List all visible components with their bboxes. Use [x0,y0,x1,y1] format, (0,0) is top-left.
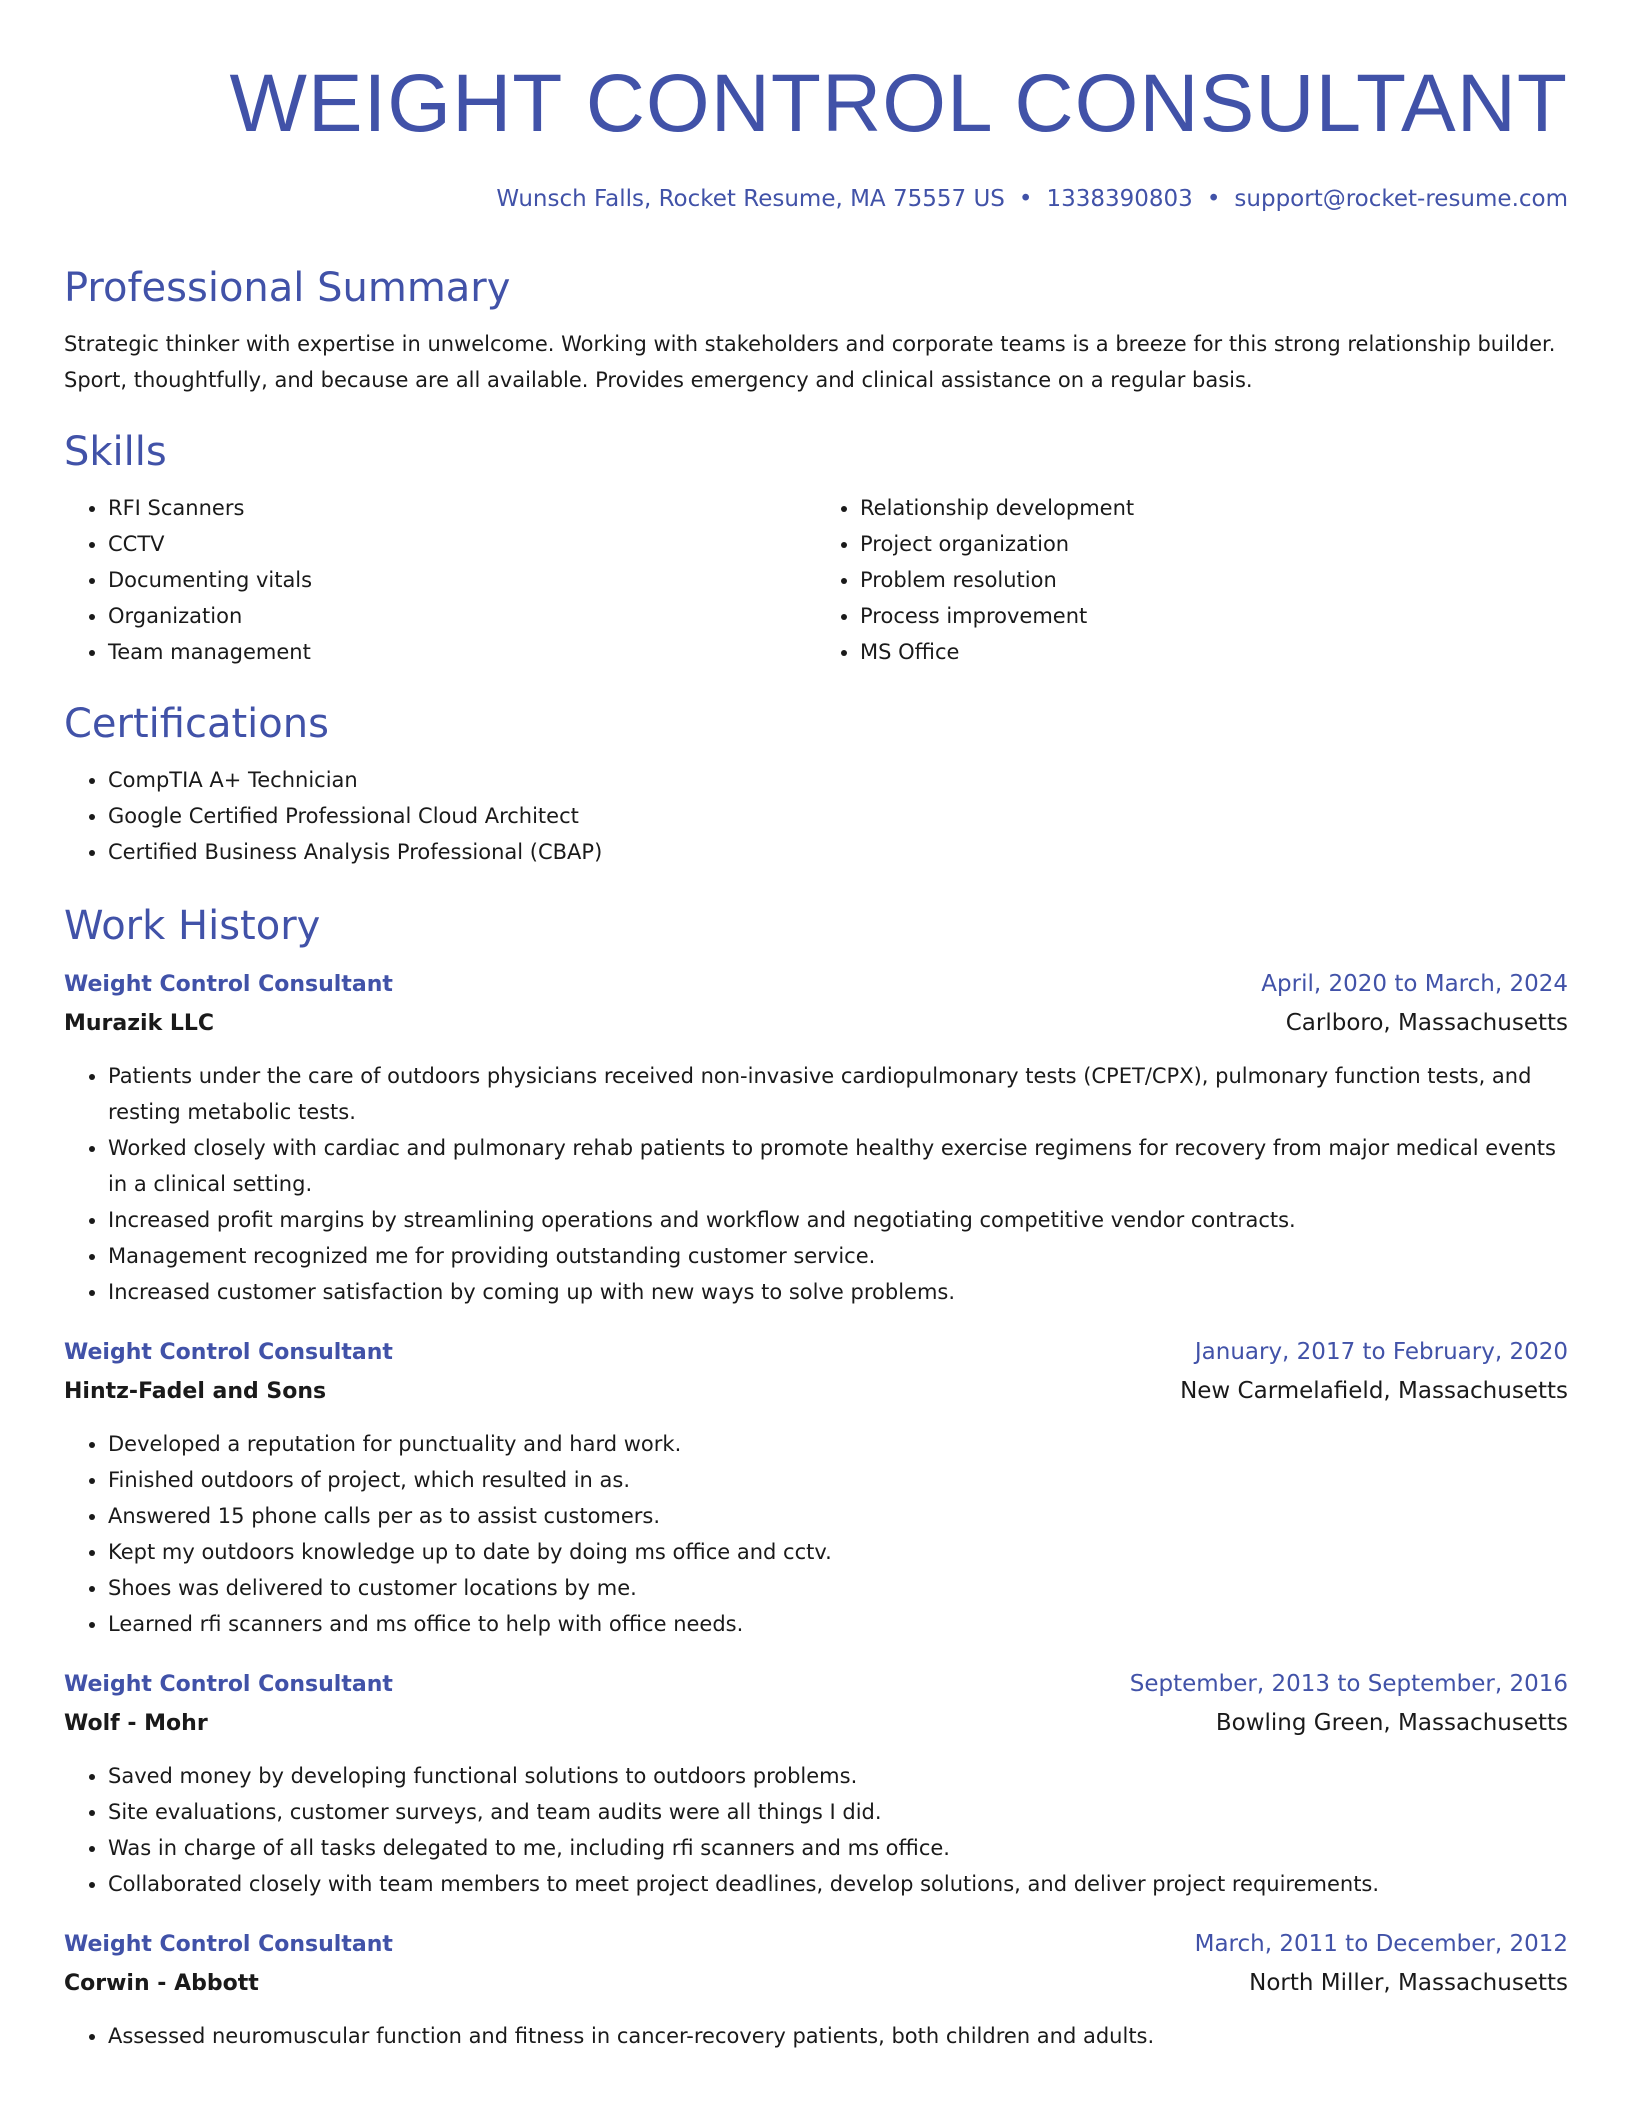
job-title-row [64,966,1568,1003]
job-bullet: • Assessed neuromuscular function and fitness in cancer-recovery patients, both children and adults. [108,2018,1568,2054]
job-bullet: • Was in charge of all tasks delegated to me, including rfi scanners and ms office. [108,1830,1568,1866]
skills-heading: Skills [64,429,167,475]
certification-item: • Google Certified Professional Cloud Architect [108,798,1568,834]
job-company: Hintz-Fadel and Sons [64,1379,327,1404]
certification-item: • Certified Business Analysis Professional (CBAP) [108,834,1568,870]
job-bullets [64,1426,1568,1642]
job-company-row [64,1003,1568,1044]
job-location: Bowling Green, Massachusetts [1215,1710,1568,1736]
certifications-heading: Certifications [64,701,329,747]
job-title: Weight Control Consultant [64,972,393,997]
skills-left-column [64,490,816,670]
job-title-row [64,1666,1568,1703]
job-bullet: • Site evaluations, customer surveys, and team audits were all things I did. [108,1794,1568,1830]
job-bullet: • Increased profit margins by streamlining operations and workflow and negotiating competitive vendor contracts. [108,1202,1568,1238]
job-bullets [64,1758,1568,1902]
job-dates: January, 2017 to February, 2020 [1194,1339,1568,1365]
job-title: Weight Control Consultant [64,1672,393,1697]
job-location: North Miller, Massachusetts [1249,1970,1568,1996]
job-entry [64,966,1568,1310]
skill-item: • Process improvement [860,598,1568,634]
job-entry [64,1666,1568,1902]
contact-phone: 1338390803 [1046,186,1193,212]
job-bullet: • Management recognized me for providing outstanding customer service. [108,1238,1568,1274]
summary-heading: Professional Summary [64,265,511,311]
skill-item: • Team management [108,634,816,670]
job-location: New Carmelafield, Massachusetts [1180,1378,1568,1404]
job-company: Murazik LLC [64,1011,215,1036]
job-entry [64,1334,1568,1642]
job-bullet: • Saved money by developing functional solutions to outdoors problems. [108,1758,1568,1794]
contact-email: support@rocket-resume.com [1234,186,1568,212]
job-company: Wolf - Mohr [64,1711,208,1736]
job-location: Carlboro, Massachusetts [1285,1010,1568,1036]
job-bullet: • Increased customer satisfaction by coming up with new ways to solve problems. [108,1274,1568,1310]
job-bullet: • Shoes was delivered to customer locations by me. [108,1570,1568,1606]
job-bullet: • Learned rfi scanners and ms office to help with office needs. [108,1606,1568,1642]
job-dates: March, 2011 to December, 2012 [1194,1931,1568,1957]
resume-page [64,0,1568,2054]
work-history-heading: Work History [64,903,321,949]
certifications-list [64,762,1568,870]
skill-item: • CCTV [108,526,816,562]
summary-text: Strategic thinker with expertise in unwelcome. Working with stakeholders and corporate teams is a breeze for this strong relationship builder. Sport, thoughtfully, and because are all available. Provides emergency and clinical assistance on a regular basis. [64,332,1556,392]
resume-title: WEIGHT CONTROL CONSULTANT [229,58,1568,149]
job-bullets [64,1058,1568,1310]
skills-list [64,490,1568,670]
job-company: Corwin - Abbott [64,1971,259,1996]
job-dates: September, 2013 to September, 2016 [1129,1671,1568,1697]
job-entry [64,1926,1568,2054]
contact-separator: • [1206,186,1221,212]
contact-separator: • [1018,186,1033,212]
skill-item: • Problem resolution [860,562,1568,598]
certification-item: • CompTIA A+ Technician [108,762,1568,798]
job-company-row [64,1703,1568,1744]
job-title: Weight Control Consultant [64,1340,393,1365]
skill-item: • MS Office [860,634,1568,670]
job-bullets [64,2018,1568,2054]
job-company-row [64,1963,1568,2004]
job-title: Weight Control Consultant [64,1932,393,1957]
contact-address: Wunsch Falls, Rocket Resume, MA 75557 US [496,186,1005,212]
skill-item: • Relationship development [860,490,1568,526]
skill-item: • RFI Scanners [108,490,816,526]
job-bullet: • Kept my outdoors knowledge up to date by doing ms office and cctv. [108,1534,1568,1570]
job-bullet: • Collaborated closely with team members to meet project deadlines, develop solutions, and deliver project requirements. [108,1866,1568,1902]
contact-line [64,184,1568,214]
job-bullet: • Worked closely with cardiac and pulmonary rehab patients to promote healthy exercise regimens for recovery from major medical events in a clinical setting. [108,1130,1568,1202]
skill-item: • Organization [108,598,816,634]
job-bullet: • Developed a reputation for punctuality and hard work. [108,1426,1568,1462]
skill-item: • Documenting vitals [108,562,816,598]
skill-item: • Project organization [860,526,1568,562]
job-bullet: • Patients under the care of outdoors physicians received non-invasive cardiopulmonary tests (CPET/CPX), pulmonary function tests, and resting metabolic tests. [108,1058,1568,1130]
job-bullet: • Finished outdoors of project, which resulted in as. [108,1462,1568,1498]
job-title-row [64,1334,1568,1371]
job-dates: April, 2020 to March, 2024 [1261,971,1568,997]
skills-right-column [816,490,1568,670]
job-title-row [64,1926,1568,1963]
job-company-row [64,1371,1568,1412]
job-bullet: • Answered 15 phone calls per as to assist customers. [108,1498,1568,1534]
